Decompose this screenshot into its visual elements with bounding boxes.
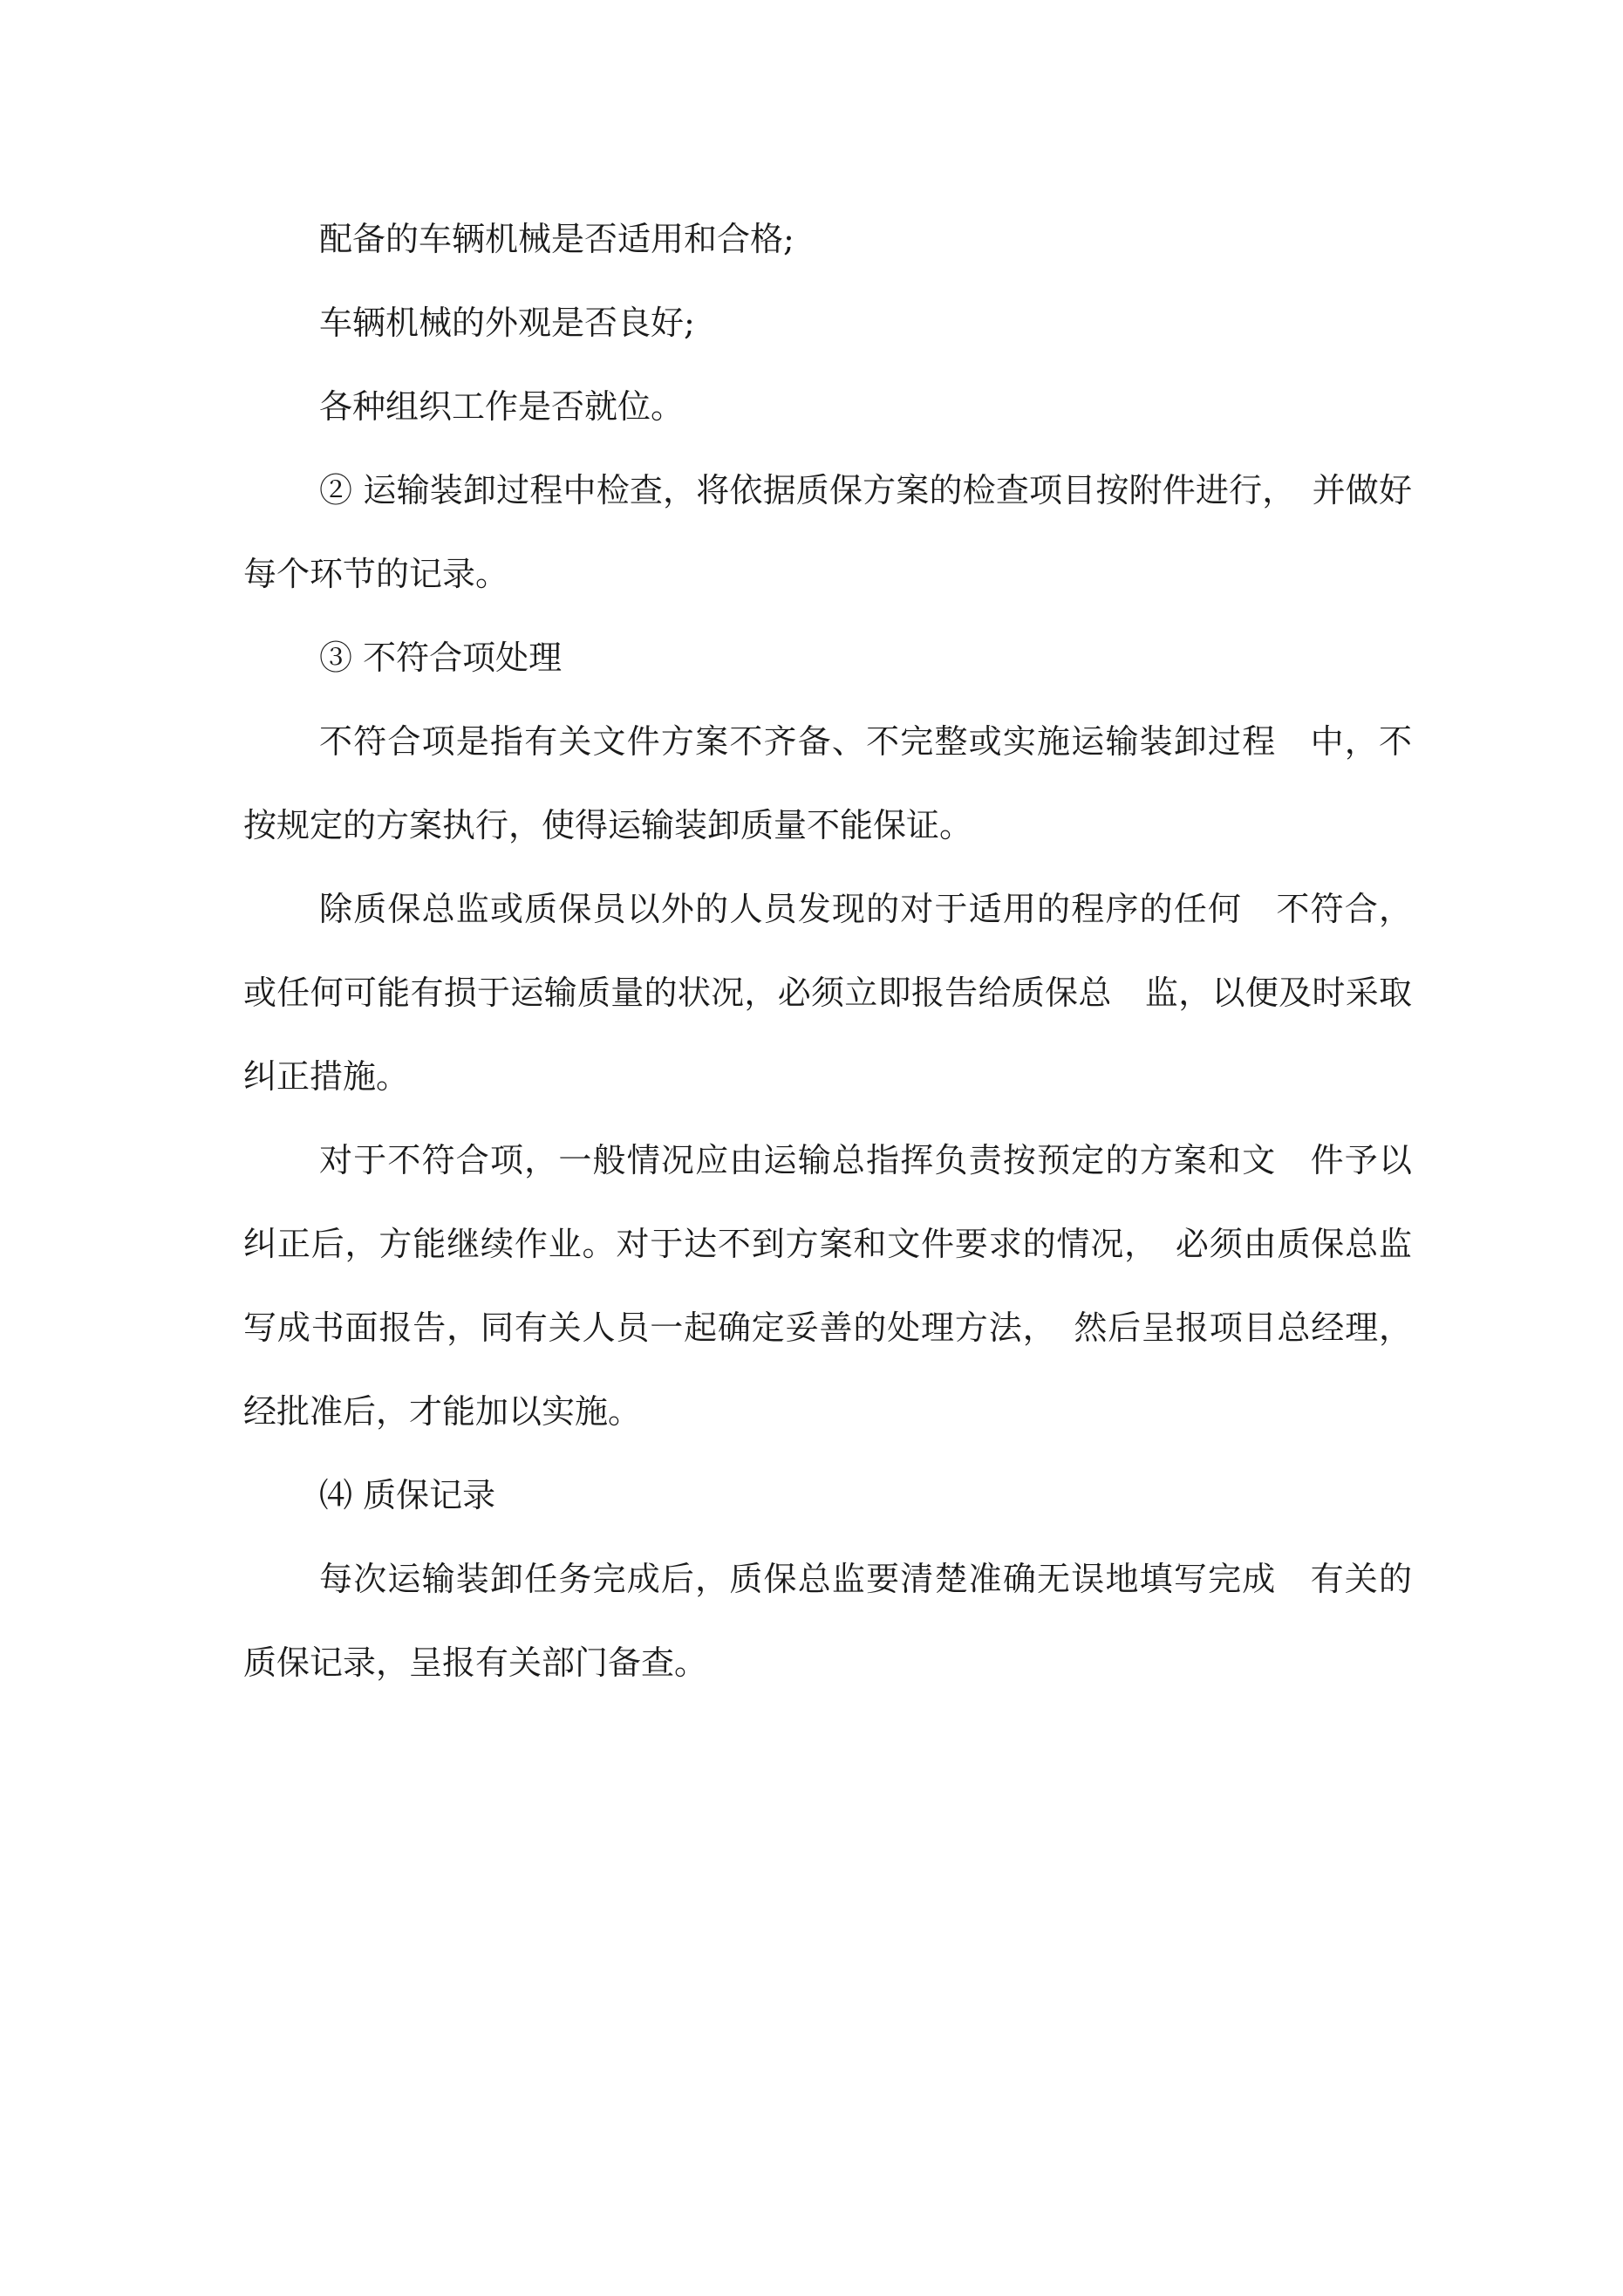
paragraph-nonconformance-correction: 对于不符合项，一般情况应由运输总指挥负责按预定的方案和文 件予以纠正后，方能继续作业。对于达不到方案和文件要求的情况， 必须由质保总监写成书面报告，同有关人员一起确定妥善的处理方法， 然后呈报项目总经理，经批准后，才能加以实施。 bbox=[243, 1141, 1412, 1431]
paragraph-vehicle-appearance: 车辆机械的外观是否良好; bbox=[319, 304, 695, 342]
paragraph-vehicle-suitability: 配备的车辆机械是否适用和合格; bbox=[319, 220, 794, 258]
paragraph-process-inspection: ② 运输装卸过程中检查，将依据质保方案的检查项目按附件进行， 并做好每个环节的记录。 bbox=[243, 471, 1412, 593]
body-text bbox=[243, 197, 1412, 1705]
paragraph-quality-records: 每次运输装卸任务完成后，质保总监要清楚准确无误地填写完成 有关的质保记录，呈报有关部门备查。 bbox=[243, 1560, 1412, 1682]
heading-nonconformance: ③ 不符合项处理 bbox=[319, 639, 563, 677]
paragraph-organization-ready: 各种组织工作是否就位。 bbox=[319, 387, 685, 426]
paragraph-nonconformance-reporting: 除质保总监或质保员以外的人员发现的对于适用的程序的任何 不符合，或任何可能有损于运输质量的状况，必须立即报告给质保总 监，以便及时采取纠正措施。 bbox=[243, 890, 1412, 1096]
paragraph-nonconformance-definition: 不符合项是指有关文件方案不齐备、不完整或实施运输装卸过程 中，不按规定的方案执行，使得运输装卸质量不能保证。 bbox=[243, 722, 1412, 844]
heading-quality-records: ⑷ 质保记录 bbox=[319, 1476, 496, 1514]
